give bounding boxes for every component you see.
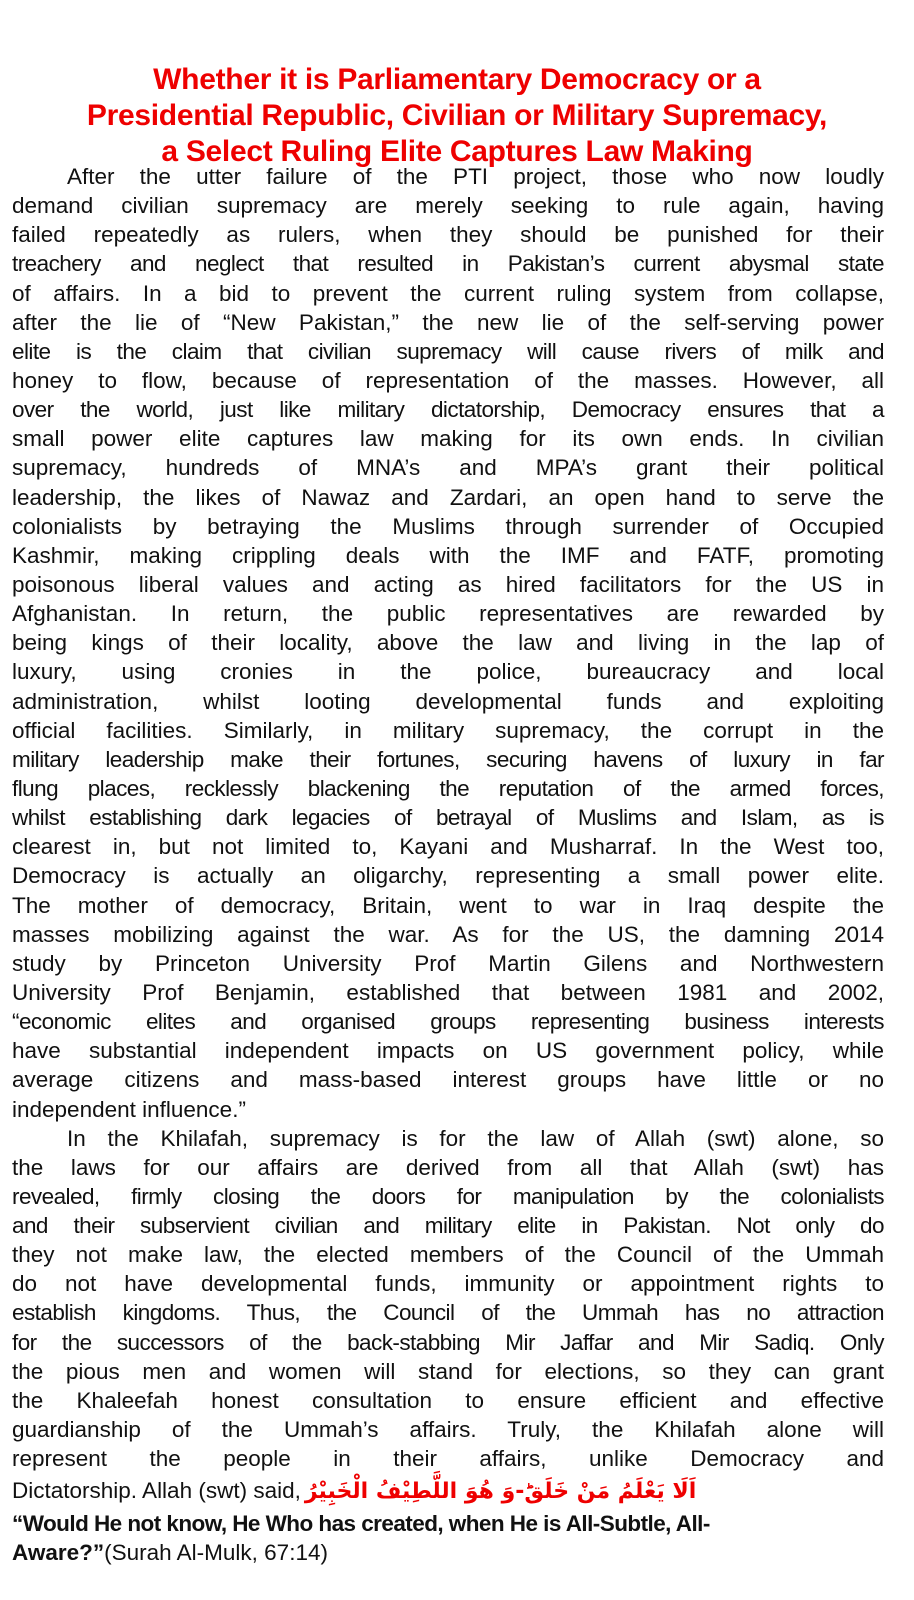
title-line: Presidential Republic, Civilian or Military Supremacy,: [86, 99, 828, 132]
text-line: administration, whilst looting developmental funds and exploiting: [12, 688, 884, 714]
text-line: revealed, firmly closing the doors for manipulation by the colonialists: [12, 1183, 884, 1209]
text-line: In the Khilafah, supremacy is for the law of Allah (swt) alone, so: [67, 1125, 884, 1151]
text-line: honey to flow, because of representation of the masses. However, all: [12, 367, 884, 393]
text-line: do not have developmental funds, immunity or appointment rights to: [12, 1271, 884, 1297]
text-line: small power elite captures law making for its own ends. In civilian: [12, 426, 884, 452]
text-line: official facilities. Similarly, in military supremacy, the corrupt in the: [12, 717, 884, 743]
text-line: colonialists by betraying the Muslims through surrender of Occupied: [12, 513, 884, 539]
text-line: represent the people in their affairs, unlike Democracy and: [12, 1446, 884, 1472]
surah-reference: (Surah Al-Mulk, 67:14): [104, 1540, 328, 1566]
text-line: after the lie of “New Pakistan,” the new lie of the self-serving power: [12, 309, 884, 335]
translation-line: “Would He not know, He Who has created, when He is All-Subtle, All-: [12, 1511, 710, 1537]
text-line: for the successors of the back-stabbing Mir Jaffar and Mir Sadiq. Only: [12, 1329, 884, 1355]
closing-text: Dictatorship. Allah (swt) said,: [12, 1478, 301, 1504]
text-line: luxury, using cronies in the police, bureaucracy and local: [12, 659, 884, 685]
arabic-verse: اَلَا يَعْلَمُ مَنْ خَلَقَؕ-وَ هُوَ اللَّطِيْفُ الْخَبِيْرُ: [304, 1479, 697, 1505]
text-line: they not make law, the elected members of the Council of the Ummah: [12, 1242, 884, 1268]
text-line: failed repeatedly as rulers, when they should be punished for their: [12, 222, 884, 248]
paragraph-2: [12, 1124, 884, 1568]
translation-end-line: [12, 1538, 884, 1567]
text-line: of affairs. In a bid to prevent the current ruling system from collapse,: [12, 280, 884, 306]
text-line: average citizens and mass-based interest groups have little or no: [12, 1067, 884, 1093]
title-line: Whether it is Parliamentary Democracy or a: [153, 63, 761, 96]
text-line: University Prof Benjamin, established that between 1981 and 2002,: [12, 979, 884, 1005]
text-line: “economic elites and organised groups representing business interests: [12, 1009, 884, 1035]
text-line: independent influence.”: [12, 1096, 246, 1122]
text-line: After the utter failure of the PTI project, those who now loudly: [67, 164, 884, 189]
text-line: study by Princeton University Prof Martin Gilens and Northwestern: [12, 950, 884, 976]
title-line: a Select Ruling Elite Captures Law Making: [161, 135, 753, 168]
translation-end: Aware?”: [12, 1540, 105, 1566]
article-title: [0, 62, 914, 170]
text-line: leadership, the likes of Nawaz and Zardari, an open hand to serve the: [12, 484, 884, 510]
text-line: Democracy is actually an oligarchy, representing a small power elite.: [12, 863, 884, 889]
text-line: Kashmir, making crippling deals with the IMF and FATF, promoting: [12, 542, 884, 568]
text-line: the laws for our affairs are derived from all that Allah (swt) has: [12, 1154, 884, 1180]
text-line: being kings of their locality, above the law and living in the lap of: [12, 630, 884, 656]
text-line: masses mobilizing against the war. As for the US, the damning 2014: [12, 921, 884, 947]
text-line: The mother of democracy, Britain, went to war in Iraq despite the: [12, 892, 884, 918]
text-line: and their subservient civilian and military elite in Pakistan. Not only do: [12, 1213, 884, 1239]
text-line: have substantial independent impacts on US government policy, while: [12, 1038, 884, 1064]
text-line: supremacy, hundreds of MNA’s and MPA’s grant their political: [12, 455, 884, 481]
text-line: whilst establishing dark legacies of betrayal of Muslims and Islam, as is: [12, 805, 884, 831]
text-line: establish kingdoms. Thus, the Council of the Ummah has no attraction: [12, 1300, 884, 1326]
text-line: the pious men and women will stand for elections, so they can grant: [12, 1358, 884, 1384]
text-line: elite is the claim that civilian supremacy will cause rivers of milk and: [12, 338, 884, 364]
text-line: clearest in, but not limited to, Kayani and Musharraf. In the West too,: [12, 834, 884, 860]
text-line: over the world, just like military dictatorship, Democracy ensures that a: [12, 397, 884, 423]
text-line: flung places, recklessly blackening the reputation of the armed forces,: [12, 775, 884, 801]
text-line: poisonous liberal values and acting as hired facilitators for the US in: [12, 571, 884, 597]
text-line: Afghanistan. In return, the public representatives are rewarded by: [12, 601, 884, 627]
text-line: demand civilian supremacy are merely seeking to rule again, having: [12, 193, 884, 219]
paragraph-1: [12, 162, 884, 1124]
text-line: military leadership make their fortunes, securing havens of luxury in far: [12, 746, 884, 772]
verse-line: [12, 1473, 884, 1509]
article-body: [12, 162, 884, 1568]
text-line: the Khaleefah honest consultation to ensure efficient and effective: [12, 1387, 884, 1413]
text-line: treachery and neglect that resulted in Pakistan’s current abysmal state: [12, 251, 884, 277]
text-line: guardianship of the Ummah’s affairs. Truly, the Khilafah alone will: [12, 1417, 884, 1443]
